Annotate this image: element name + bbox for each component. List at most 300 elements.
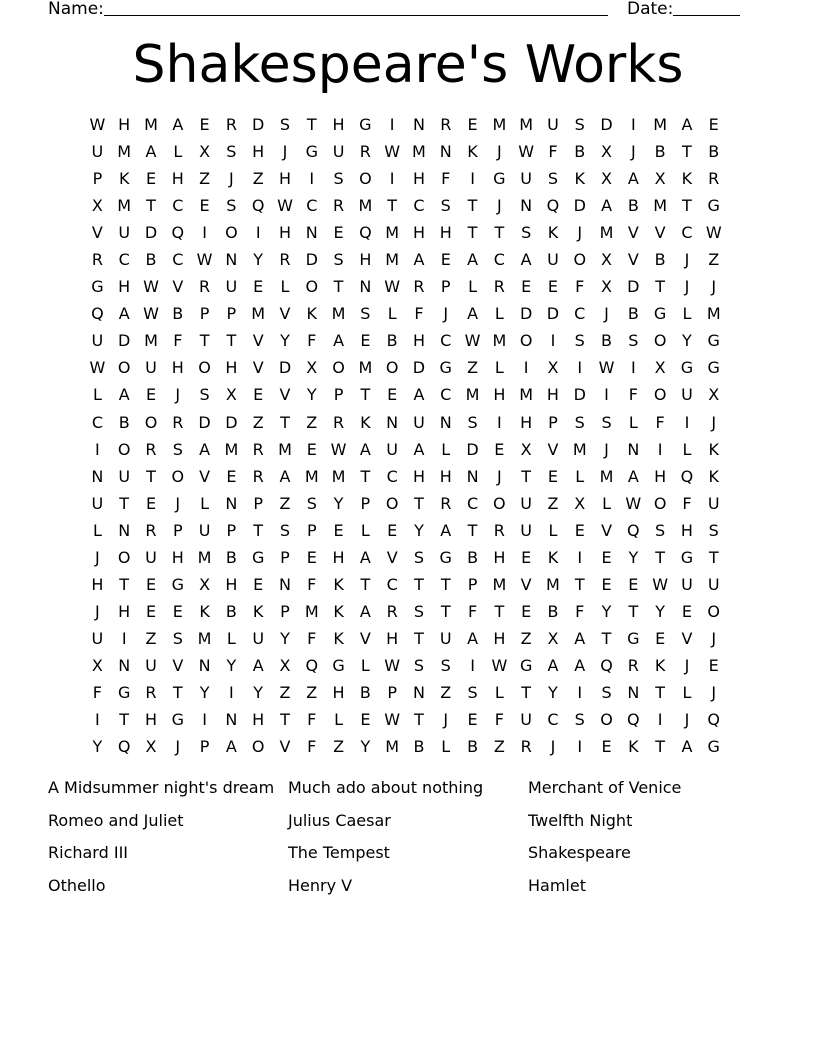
grid-letter: A [440,520,452,540]
grid-letter: L [387,304,397,324]
grid-letter: P [467,574,478,594]
grid-letter: S [413,547,425,567]
grid-letter: D [627,277,640,297]
grid-letter: O [332,358,345,378]
grid-letter: G [707,196,720,216]
grid-letter: H [386,628,399,648]
grid-letter: L [360,520,370,540]
grid-letter: S [333,250,344,270]
date-label: Date: [627,0,674,19]
grid-letter: W [652,574,669,594]
grid-letter: V [359,628,371,648]
grid-letter: N [91,466,104,486]
grid-letter: C [386,574,398,594]
word-list-item: The Tempest [288,843,390,863]
grid-letter: X [199,142,211,162]
grid-letter: I [577,547,583,567]
grid-letter: S [413,655,425,675]
grid-letter: O [385,358,399,378]
grid-letter: M [331,304,346,324]
grid-letter: Q [91,304,104,324]
grid-letter: O [573,250,587,270]
grid-letter: H [118,115,131,134]
grid-letter: K [628,737,639,757]
grid-letter: J [175,493,181,513]
grid-letter: X [547,358,559,378]
grid-letter: H [332,115,345,134]
grid-letter: B [574,142,586,162]
grid-letter: H [118,277,131,297]
grid-letter: H [654,466,667,486]
grid-letter: T [360,466,371,486]
grid-letter: D [144,223,158,243]
grid-letter: N [439,142,452,162]
grid-letter: C [493,250,505,270]
grid-letter: S [708,520,719,540]
grid-letter: V [627,250,639,270]
grid-letter: A [520,250,532,270]
grid-letter: E [467,710,478,730]
grid-letter: T [655,682,666,702]
grid-letter: Q [305,655,319,675]
grid-letter: T [467,520,478,540]
grid-letter: Z [145,628,157,648]
grid-letter: G [171,574,184,594]
grid-letter: Q [546,196,560,216]
grid-letter: W [705,223,722,243]
grid-letter: S [547,169,559,189]
grid-letter: V [520,574,532,594]
grid-letter: O [117,547,131,567]
grid-letter: E [521,547,532,567]
grid-letter: U [145,547,157,567]
grid-letter: V [654,223,666,243]
grid-letter: M [278,439,292,459]
grid-letter: L [494,682,504,702]
grid-letter: A [118,385,130,405]
grid-letter: K [547,223,559,243]
grid-letter: G [493,169,506,189]
grid-letter: H [278,169,291,189]
grid-letter: T [280,710,290,730]
grid-letter: B [708,142,720,162]
grid-letter: F [575,601,585,621]
grid-letter: U [681,385,693,405]
grid-letter: U [547,115,559,134]
grid-letter: T [387,196,398,216]
grid-letter: E [226,466,237,486]
grid-letter: M [385,737,400,757]
grid-letter: V [279,304,291,324]
word-list-item: Twelfth Night [528,810,633,830]
grid-letter: R [493,277,505,297]
grid-letter: A [413,385,425,405]
grid-letter: J [443,710,449,730]
grid-letter: C [172,196,184,216]
grid-letter: F [414,304,424,324]
grid-letter: W [384,277,401,297]
grid-letter: X [708,385,720,405]
page-title: Shakespeare's Works [132,35,684,95]
grid-letter: L [360,655,370,675]
grid-letter: C [466,493,479,513]
grid-letter: L [628,412,638,432]
grid-letter: M [144,115,158,134]
grid-letter: T [146,466,156,486]
grid-letter: H [412,169,425,189]
grid-letter: H [412,466,425,486]
grid-letter: N [439,412,452,432]
grid-letter: E [547,466,558,486]
grid-letter: G [359,115,372,134]
grid-letter: L [682,304,692,324]
grid-letter: Y [226,655,237,675]
grid-letter: T [414,628,424,648]
grid-letter: M [492,331,507,351]
grid-letter: R [708,169,720,189]
grid-letter: X [574,493,586,513]
grid-letter: A [413,250,425,270]
grid-letter: U [520,169,532,189]
grid-letter: J [496,142,502,162]
grid-letter: M [599,223,614,243]
grid-letter: K [467,142,478,162]
grid-letter: D [198,412,211,432]
grid-letter: Y [199,682,210,702]
grid-letter: M [224,439,239,459]
grid-letter: Y [682,331,692,351]
grid-letter: P [306,520,317,540]
grid-letter: J [684,250,690,270]
grid-letter: O [653,493,667,513]
grid-letter: T [119,493,130,513]
grid-letter: O [653,331,667,351]
grid-letter: T [226,331,237,351]
grid-letter: M [412,142,426,162]
grid-letter: J [95,601,100,621]
grid-letter: K [118,169,130,189]
grid-letter: B [467,737,479,757]
grid-letter: H [171,358,184,378]
grid-letter: H [252,142,265,162]
grid-letter: W [143,277,159,297]
grid-letter: C [547,710,559,730]
grid-letter: I [604,385,609,405]
grid-letter: L [280,277,290,297]
grid-letter: M [465,385,480,405]
grid-letter: D [305,250,318,270]
grid-letter: I [657,710,663,730]
grid-letter: M [653,196,668,216]
grid-letter: R [333,412,345,432]
grid-letter: J [229,169,234,189]
grid-letter: W [384,710,401,730]
grid-letter: T [494,223,505,243]
grid-letter: V [279,737,291,757]
grid-letter: W [196,250,213,270]
grid-letter: S [172,628,183,648]
grid-letter: B [359,682,371,702]
grid-letter: U [681,574,693,594]
grid-letter: G [707,331,720,351]
word-list-item: Henry V [288,876,353,896]
grid-letter: J [550,737,556,757]
grid-letter: T [119,574,130,594]
grid-letter: C [172,250,184,270]
grid-letter: I [577,358,583,378]
grid-letter: H [359,250,372,270]
grid-letter: P [280,547,290,567]
grid-letter: U [520,520,532,540]
grid-letter: O [519,331,533,351]
grid-letter: M [385,223,400,243]
grid-letter: O [707,601,721,621]
grid-letter: R [279,250,291,270]
grid-letter: I [95,710,100,730]
grid-letter: I [202,223,207,243]
grid-letter: O [117,439,131,459]
grid-letter: O [493,493,506,513]
grid-letter: X [145,737,157,757]
grid-letter: A [359,601,371,621]
grid-letter: T [655,737,666,757]
grid-letter: Z [547,493,559,513]
grid-letter: T [440,574,451,594]
grid-letter: N [305,223,318,243]
grid-letter: L [548,520,558,540]
grid-letter: W [330,439,347,459]
grid-letter: V [252,331,264,351]
grid-letter: M [331,466,346,486]
grid-letter: B [654,250,666,270]
grid-letter: N [118,655,131,675]
grid-letter: S [440,196,451,216]
name-label: Name: [48,0,104,19]
grid-letter: R [386,601,398,621]
grid-letter: P [440,277,451,297]
grid-letter: P [226,304,237,324]
grid-letter: W [491,655,508,675]
grid-letter: M [706,304,721,324]
grid-letter: M [144,331,158,351]
grid-letter: X [601,142,613,162]
grid-letter: S [360,304,371,324]
grid-letter: C [574,304,586,324]
grid-letter: H [332,682,345,702]
grid-letter: F [655,412,665,432]
grid-letter: I [630,115,636,134]
grid-letter: Z [708,250,720,270]
grid-letter: V [91,223,103,243]
grid-letter: A [172,115,184,134]
grid-letter: U [413,412,425,432]
grid-letter: U [118,466,131,486]
grid-letter: L [334,710,344,730]
grid-letter: T [682,142,692,162]
grid-letter: X [520,439,532,459]
grid-letter: F [441,169,451,189]
grid-letter: S [467,412,478,432]
grid-letter: F [307,574,317,594]
grid-letter: W [518,142,535,162]
grid-letter: H [493,385,506,405]
grid-letter: I [389,115,395,134]
grid-letter: T [306,115,317,134]
grid-letter: X [306,358,318,378]
grid-letter: E [172,601,183,621]
grid-letter: S [628,331,639,351]
grid-letter: L [173,142,183,162]
grid-letter: T [172,682,183,702]
grid-letter: S [440,655,451,675]
grid-letter: J [175,737,181,757]
grid-letter: H [171,169,184,189]
grid-letter: S [521,223,532,243]
grid-letter: V [252,358,264,378]
grid-letter: I [657,439,663,459]
grid-letter: X [601,169,613,189]
grid-letter: T [708,547,719,567]
grid-letter: V [547,439,559,459]
grid-letter: H [493,628,506,648]
grid-letter: X [547,628,559,648]
grid-letter: D [600,115,613,134]
grid-letter: G [707,737,720,757]
grid-letter: W [384,142,401,162]
grid-letter: S [279,115,291,134]
grid-letter: N [278,574,291,594]
grid-letter: R [493,520,505,540]
grid-letter: X [199,574,211,594]
grid-letter: Y [360,737,371,757]
grid-letter: Z [306,412,318,432]
grid-letter: P [360,493,371,513]
grid-letter: D [252,115,265,134]
grid-letter: Q [627,520,640,540]
grid-letter: J [496,466,502,486]
grid-letter: V [279,385,291,405]
grid-letter: J [684,710,690,730]
grid-letter: F [628,385,638,405]
grid-letter: M [304,601,319,621]
grid-letter: B [386,331,398,351]
grid-letter: W [598,358,615,378]
grid-letter: T [253,520,264,540]
grid-letter: P [280,601,290,621]
grid-letter: N [198,655,211,675]
word-list-item: A Midsummer night's dream [48,778,275,797]
grid-letter: L [682,439,692,459]
grid-letter: N [386,412,399,432]
grid-letter: T [360,385,371,405]
grid-letter: R [413,277,425,297]
grid-letter: G [117,682,131,702]
grid-letter: F [682,493,692,513]
grid-letter: H [493,547,506,567]
grid-letter: T [440,601,451,621]
grid-letter: A [574,655,586,675]
word-list-item: Merchant of Venice [528,778,682,797]
grid-letter: O [225,223,238,243]
grid-letter: E [145,169,157,189]
grid-letter: I [255,223,261,243]
grid-letter: X [601,250,613,270]
grid-letter: H [91,574,104,594]
grid-letter: G [439,547,452,567]
grid-letter: W [89,115,106,134]
grid-letter: L [441,439,451,459]
grid-letter: L [441,737,451,757]
grid-letter: V [172,277,184,297]
grid-letter: C [440,385,452,405]
grid-letter: I [470,169,475,189]
grid-letter: X [654,358,666,378]
grid-letter: E [253,277,264,297]
grid-letter: D [278,358,292,378]
grid-letter: E [574,520,585,540]
grid-letter: C [118,250,130,270]
grid-letter: S [574,331,585,351]
grid-letter: G [653,304,667,324]
grid-letter: U [520,710,532,730]
grid-letter: K [306,304,318,324]
grid-letter: E [145,385,157,405]
grid-letter: E [708,655,719,675]
grid-letter: J [282,142,288,162]
grid-letter: A [359,547,371,567]
grid-letter: C [440,331,452,351]
grid-letter: F [307,331,317,351]
grid-letter: A [467,628,479,648]
grid-letter: I [523,358,529,378]
grid-letter: Y [655,601,666,621]
grid-letter: O [171,466,185,486]
grid-letter: T [521,466,532,486]
grid-letter: W [143,304,159,324]
grid-letter: S [601,412,612,432]
grid-letter: O [198,358,211,378]
grid-letter: J [443,304,449,324]
grid-letter: V [681,628,693,648]
grid-letter: N [627,439,640,459]
grid-letter: T [601,628,612,648]
grid-letter: L [575,466,585,486]
grid-letter: O [600,710,613,730]
grid-letter: P [172,520,183,540]
grid-letter: Y [253,250,264,270]
grid-letter: T [333,277,344,297]
grid-letter: S [655,520,666,540]
grid-letter: M [197,547,212,567]
grid-letter: R [91,250,103,270]
grid-letter: C [91,412,103,432]
grid-letter: A [627,169,639,189]
grid-letter: S [574,115,585,134]
grid-letter: P [92,169,103,189]
word-list-item: Romeo and Juliet [48,810,184,830]
grid-letter: U [707,493,720,513]
grid-letter: I [684,412,690,432]
grid-letter: A [118,304,130,324]
grid-letter: K [681,169,693,189]
grid-letter: Q [251,196,265,216]
header-line [48,0,748,20]
grid-letter: X [225,385,237,405]
grid-letter: V [601,520,613,540]
grid-letter: H [278,223,291,243]
grid-letter: E [199,196,210,216]
word-list-item: Shakespeare [528,843,631,863]
